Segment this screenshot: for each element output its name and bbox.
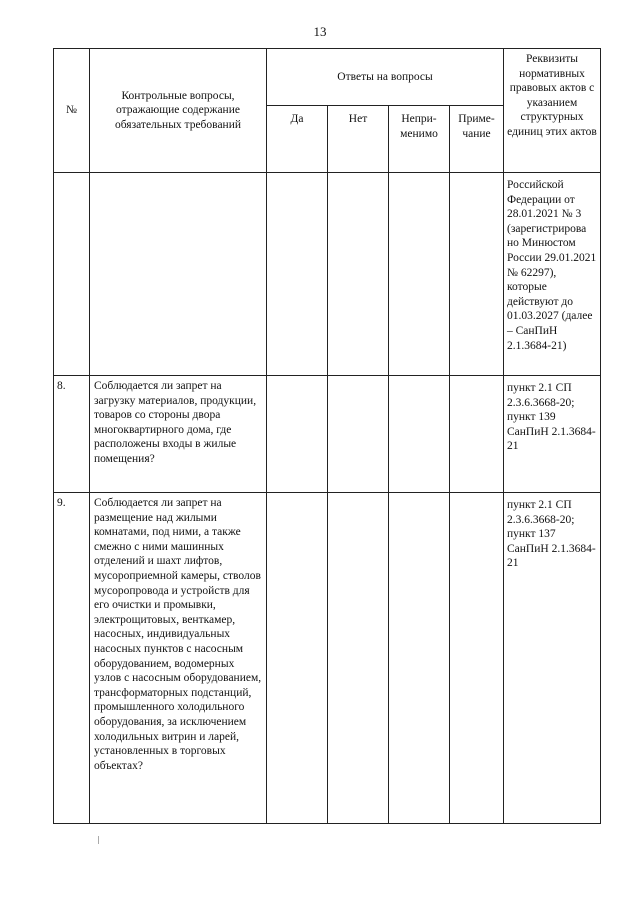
table-row — [54, 493, 601, 824]
answer-na-cell[interactable] — [389, 376, 450, 493]
header-yes: Да — [267, 106, 328, 173]
answer-yes-cell[interactable] — [267, 376, 328, 493]
answer-na-cell[interactable] — [389, 493, 450, 824]
header-question: Контрольные вопросы, отражающие содержание обязательных требований — [90, 49, 267, 173]
header-row — [54, 49, 601, 106]
table-row — [54, 376, 601, 493]
row-question — [90, 173, 267, 376]
answer-note-cell[interactable] — [450, 493, 504, 824]
answer-no-cell[interactable] — [328, 493, 389, 824]
checklist-table — [53, 48, 601, 824]
row-requisites: пункт 2.1 СП 2.3.6.3668-20; пункт 137 СанПиН 2.1.3684-21 — [504, 493, 601, 824]
header-requisites: Реквизиты нормативных правовых актов с указанием структурных единиц этих актов — [504, 49, 601, 173]
row-question: Соблюдается ли запрет на размещение над жилыми комнатами, под ними, а также смежно с ними машинных отделений и шахт лифтов, мусороприемной камеры, стволов мусоропровода и устройств для его очистки и промывки, электрощитовых, венткамер, насосных, индивидуальных насосных пунктов с насосным оборудованием, водомерных узлов с насосным оборудованием, трансформаторных подстанций, промышленного холодильного оборудования, за исключением холодильных витрин и ларей, установленных в торговых объектах? — [90, 493, 267, 824]
scan-mark — [98, 836, 99, 844]
row-num — [54, 173, 90, 376]
header-answers: Ответы на вопросы — [267, 49, 504, 106]
header-note: Приме- чание — [450, 106, 504, 173]
row-num: 9. — [54, 493, 90, 824]
row-requisites: Российской Федерации от 28.01.2021 № 3 (зарегистрирова но Минюстом России 29.01.2021 № 62297), которые действуют до 01.03.2027 (далее – СанПиН 2.1.3684-21) — [504, 173, 601, 376]
answer-na-cell[interactable] — [389, 173, 450, 376]
answer-note-cell[interactable] — [450, 376, 504, 493]
answer-yes-cell[interactable] — [267, 173, 328, 376]
table-row — [54, 173, 601, 376]
answer-note-cell[interactable] — [450, 173, 504, 376]
answer-no-cell[interactable] — [328, 173, 389, 376]
row-num: 8. — [54, 376, 90, 493]
answer-yes-cell[interactable] — [267, 493, 328, 824]
answer-no-cell[interactable] — [328, 376, 389, 493]
page-number: 13 — [313, 24, 327, 39]
header-na: Непри- менимо — [389, 106, 450, 173]
header-no: Нет — [328, 106, 389, 173]
row-question: Соблюдается ли запрет на загрузку материалов, продукции, товаров со стороны двора многоквартирного дома, где расположены входы в жилые помещения? — [90, 376, 267, 493]
header-num: № — [54, 49, 90, 173]
row-requisites: пункт 2.1 СП 2.3.6.3668-20; пункт 139 СанПиН 2.1.3684-21 — [504, 376, 601, 493]
